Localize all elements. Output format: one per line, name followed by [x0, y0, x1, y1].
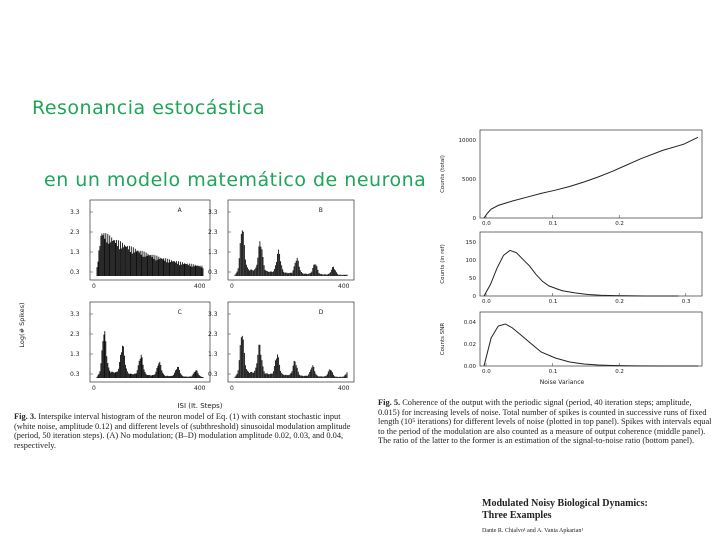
x-tick-label: 0.2	[615, 369, 624, 375]
series-line	[484, 324, 698, 366]
x-tick-label: 0.2	[615, 299, 624, 305]
y-tick-label: 3.3	[70, 311, 80, 318]
fig5-ylabel: Counts (in ref)	[440, 244, 446, 284]
panel-label: C	[177, 309, 182, 316]
x-tick-label: 400	[194, 283, 206, 290]
y-tick-label: 50	[469, 276, 476, 282]
x-tick-label: 400	[338, 385, 350, 392]
y-tick-label: 0.3	[208, 371, 218, 378]
panel-label: D	[318, 309, 324, 316]
fig3-panel-b	[208, 200, 354, 290]
reference-title-line1: Modulated Noisy Biological Dynamics:	[482, 498, 648, 509]
x-tick-label: 0.1	[548, 369, 558, 375]
paper-reference	[482, 498, 702, 536]
x-tick-label: 0.0	[482, 221, 491, 227]
fig5-panel-3	[440, 312, 702, 375]
series-line	[484, 137, 698, 218]
x-tick-label: 0	[92, 385, 96, 392]
fig3-panel-a	[70, 200, 210, 290]
fig5-panel-1	[440, 130, 702, 227]
x-tick-label: 0	[230, 385, 234, 392]
panel-frame	[480, 232, 702, 296]
histogram-bars	[234, 230, 347, 276]
y-tick-label: 0.02	[463, 342, 476, 348]
reference-title-line2: Three Examples	[482, 510, 552, 521]
x-tick-label: 0.3	[681, 299, 691, 305]
fig3-panel-c	[70, 302, 210, 392]
fig3-panel-d	[208, 302, 354, 392]
y-tick-label: 0	[472, 216, 476, 222]
histogram-bars	[96, 331, 203, 378]
y-tick-label: 1.3	[208, 351, 218, 358]
y-tick-label: 0.3	[208, 269, 218, 276]
fig3-xlabel: ISI (It. Steps)	[177, 402, 223, 410]
y-tick-label: 2.3	[70, 331, 80, 338]
fig3-caption	[14, 412, 362, 450]
histogram-bars	[96, 233, 203, 276]
y-tick-label: 100	[465, 258, 476, 264]
y-tick-label: 1.3	[70, 351, 80, 358]
panel-label: B	[318, 207, 323, 214]
y-tick-label: 0.04	[463, 320, 476, 326]
y-tick-label: 2.3	[208, 229, 218, 236]
x-tick-label: 0.0	[482, 299, 491, 305]
y-tick-label: 2.3	[208, 331, 218, 338]
x-tick-label: 0.0	[482, 369, 491, 375]
x-tick-label: 0	[92, 283, 96, 290]
y-tick-label: 5000	[462, 177, 476, 183]
x-tick-label: 400	[338, 283, 350, 290]
fig5-xlabel: Noise Variance	[539, 379, 585, 386]
fig5-caption-label: Fig. 5.	[378, 398, 401, 407]
fig5-panel-2	[440, 232, 702, 305]
x-tick-label: 400	[194, 385, 206, 392]
fig5-caption	[378, 398, 714, 446]
y-tick-label: 0.00	[463, 364, 476, 370]
x-tick-label: 0.1	[548, 221, 558, 227]
panel-frame	[228, 200, 354, 280]
y-tick-label: 3.3	[70, 209, 80, 216]
series-line	[484, 250, 679, 296]
y-tick-label: 3.3	[208, 311, 218, 318]
y-tick-label: 150	[465, 240, 476, 246]
fig5-ylabel: Counts (total)	[440, 155, 446, 193]
fig5-ylabel: Counts SNR	[440, 322, 446, 356]
y-tick-label: 0.3	[70, 269, 80, 276]
y-tick-label: 3.3	[208, 209, 218, 216]
x-tick-label: 0.1	[548, 299, 558, 305]
panel-frame	[228, 302, 354, 382]
fig3-caption-text: Interspike interval histogram of the neuron model of Eq. (1) with constant stochastic input (white noise, amplitude 0.12) and different levels of (subthreshold) sinusoidal modulation amplitude (period, 50 iteration steps). (A) No modulation; (B–D) modulation amplitude 0.02, 0.03, and 0.04, respectively.	[14, 412, 351, 450]
fig5-caption-text: Coherence of the output with the periodic signal (period, 40 iteration steps; amplitude, 0.015) for increasing levels of noise. Total number of spikes is counted in successive runs of fixed length (10⁵ iterations) for different levels of noise (plotted in top panel). Spikes with intervals equal to the period of the modulation are also counted as a measure of output coherence (middle panel). The ratio of the latter to the former is an estimation of the signal-to-noise ratio (bottom panel).	[378, 398, 712, 446]
fig3-ylabel: Log(# Spikes)	[18, 302, 26, 348]
panel-frame	[480, 312, 702, 366]
y-tick-label: 0.3	[70, 371, 80, 378]
y-tick-label: 1.3	[70, 249, 80, 256]
panel-frame	[480, 130, 702, 218]
panel-label: A	[177, 207, 182, 214]
y-tick-label: 1.3	[208, 249, 218, 256]
y-tick-label: 0	[472, 294, 476, 300]
reference-authors: Dante R. Chialvo¹ and A. Vania Apkarian¹	[482, 528, 584, 534]
histogram-bars	[234, 336, 347, 378]
x-tick-label: 0.2	[615, 221, 624, 227]
y-tick-label: 2.3	[70, 229, 80, 236]
x-tick-label: 0	[230, 283, 234, 290]
slide-title-line2: en un modelo matemático de neurona	[44, 169, 427, 191]
fig3-caption-label: Fig. 3.	[14, 412, 37, 421]
y-tick-label: 10000	[458, 138, 476, 144]
slide-title-line1: Resonancia estocástica	[32, 97, 266, 119]
